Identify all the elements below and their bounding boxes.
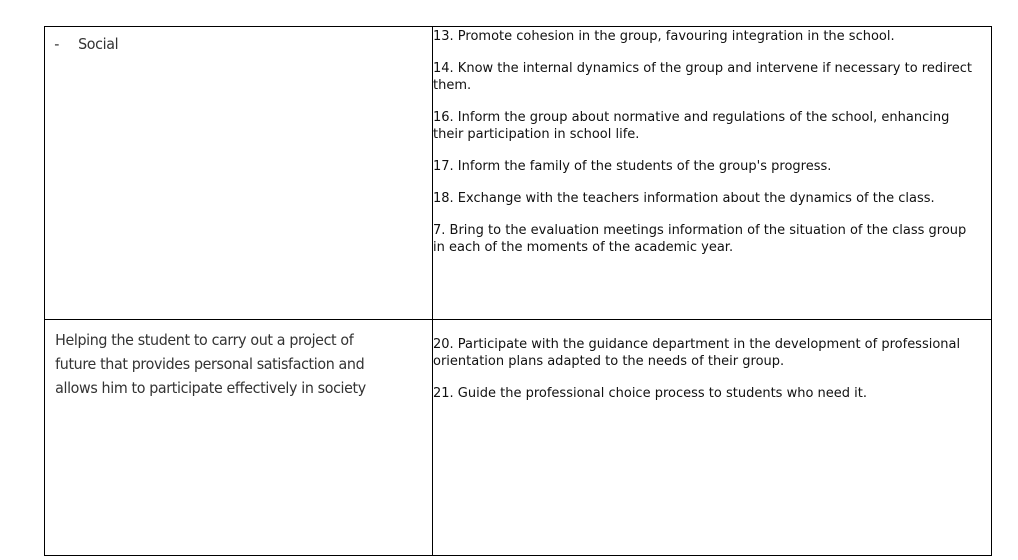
objective-label-social: Social <box>78 35 119 53</box>
objective-cell-social <box>45 27 433 320</box>
objective-text-future-project: Helping the student to carry out a project of future that provides personal satisfaction and allows him to participate effectively in society <box>55 331 366 397</box>
table-row-social <box>45 27 992 320</box>
function-item-17: 17. Inform the family of the students of the group's progress. <box>433 159 832 174</box>
table-row-future-project <box>45 320 992 556</box>
function-item-20: 20. Participate with the guidance department in the development of professional orientation plans adapted to the needs of their group. <box>433 337 961 369</box>
function-item-7: 7. Bring to the evaluation meetings information of the situation of the class group in each of the moments of the academic year. <box>433 223 967 255</box>
objective-cell-future-project <box>45 320 433 556</box>
function-item-14: 14. Know the internal dynamics of the group and intervene if necessary to redirect them. <box>433 61 972 93</box>
bullet-dash: - <box>54 35 59 53</box>
functions-cell-future-project <box>433 320 992 556</box>
bullet-item-social <box>45 27 401 53</box>
functions-cell-social <box>433 27 992 320</box>
function-item-18: 18. Exchange with the teachers information about the dynamics of the class. <box>433 191 935 206</box>
functions-table <box>44 26 992 556</box>
function-item-16: 16. Inform the group about normative and regulations of the school, enhancing their participation in school life. <box>433 110 950 142</box>
function-item-21: 21. Guide the professional choice process to students who need it. <box>433 386 868 401</box>
function-item-13: 13. Promote cohesion in the group, favouring integration in the school. <box>433 29 895 44</box>
